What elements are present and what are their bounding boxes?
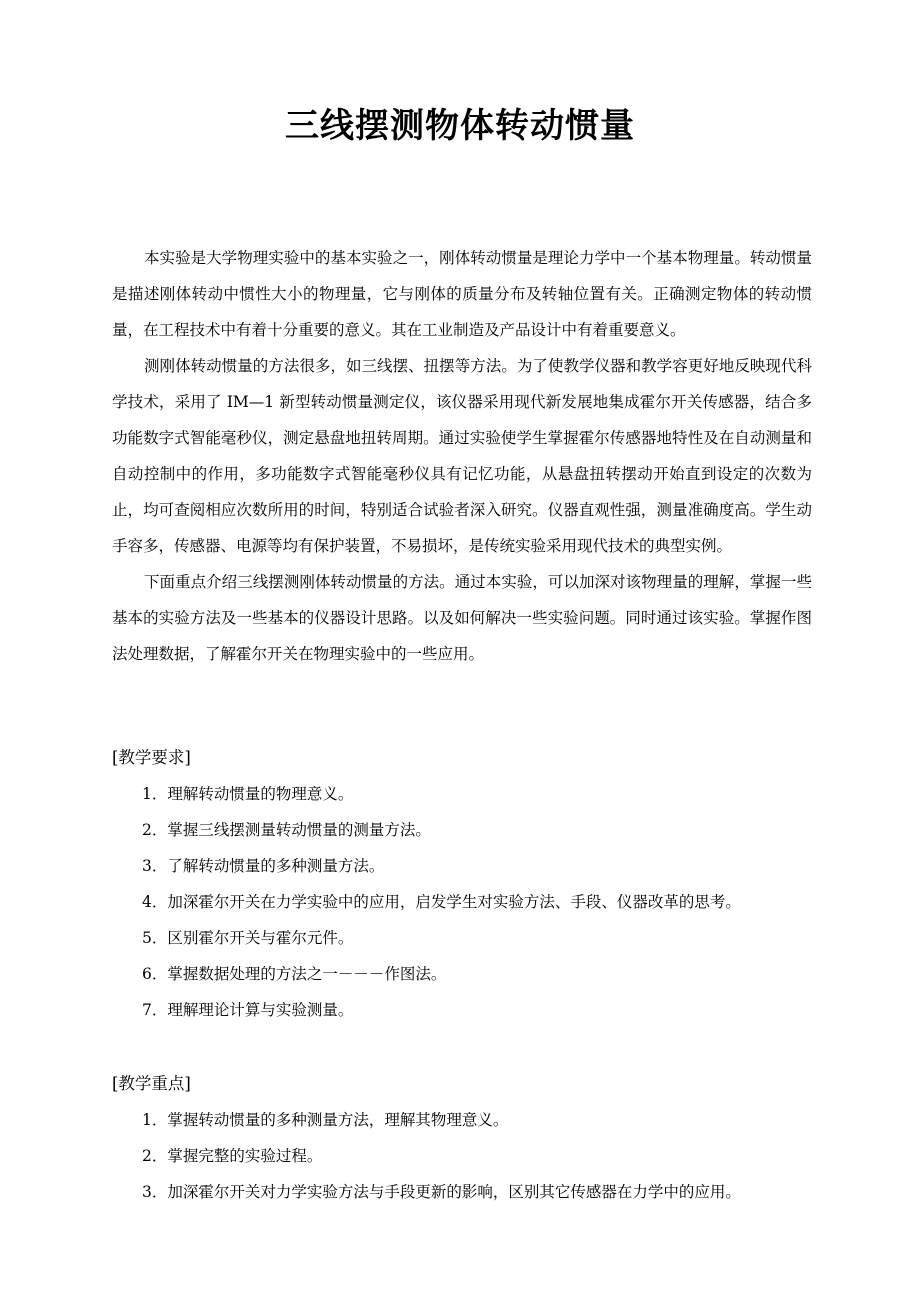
item-text: 掌握完整的实验过程。: [167, 1147, 323, 1165]
teaching-focus-heading: [教学重点]: [112, 1074, 191, 1093]
item-number: 2．: [142, 1147, 168, 1165]
intro-text: [112, 240, 812, 672]
teaching-requirements-heading: [教学要求]: [112, 748, 191, 767]
item-number: 2．: [142, 821, 168, 839]
item-number: 5．: [142, 929, 168, 947]
item-text: 掌握转动惯量的多种测量方法，理解其物理意义。: [167, 1111, 509, 1129]
list-item: [142, 1138, 812, 1174]
intro-paragraph-2: 测刚体转动惯量的方法很多，如三线摆、扭摆等方法。为了使教学仪器和教学容更好地反映现代科学技术，采用了 IM—1 新型转动惯量测定仪，该仪器采用现代新发展地集成霍尔开关传感器，结合多功能数字式智能毫秒仪，测定悬盘地扭转周期。通过实验使学生掌握霍尔传感器地特性及在自动测量和自动控制中的作用，多功能数字式智能毫秒仪具有记忆功能，从悬盘扭转摆动开始直到设定的次数为止，均可查阅相应次数所用的时间，特别适合试验者深入研究。仪器直观性强，测量准确度高。学生动手容多，传感器、电源等均有保护装置，不易损坏，是传统实验采用现代技术的典型实例。: [112, 357, 812, 555]
list-item: [142, 812, 812, 848]
teaching-focus-list: [112, 1102, 812, 1210]
item-number: 3．: [142, 1183, 168, 1201]
list-item: [142, 992, 812, 1028]
list-item: [142, 920, 812, 956]
item-text: 加深霍尔开关对力学实验方法与手段更新的影响，区别其它传感器在力学中的应用。: [167, 1183, 741, 1201]
item-number: 3．: [142, 857, 168, 875]
item-text: 加深霍尔开关在力学实验中的应用，启发学生对实验方法、手段、仪器改革的思考。: [167, 893, 741, 911]
intro-paragraph-3: 下面重点介绍三线摆测刚体转动惯量的方法。通过本实验，可以加深对该物理量的理解，掌握一些基本的实验方法及一些基本的仪器设计思路。以及如何解决一些实验问题。同时通过该实验。掌握作图法处理数据，了解霍尔开关在物理实验中的一些应用。: [112, 573, 812, 663]
item-number: 7．: [142, 1001, 168, 1019]
item-number: 1．: [142, 785, 168, 803]
item-text: 了解转动惯量的多种测量方法。: [167, 857, 385, 875]
list-item: [142, 848, 812, 884]
list-item: [142, 1102, 812, 1138]
list-item: [142, 956, 812, 992]
list-item: [142, 884, 812, 920]
teaching-requirements-section: [112, 740, 812, 1028]
item-text: 理解理论计算与实验测量。: [167, 1001, 354, 1019]
teaching-requirements-list: [112, 776, 812, 1028]
list-item: [142, 1174, 812, 1210]
item-number: 1．: [142, 1111, 168, 1129]
item-text: 区别霍尔开关与霍尔元件。: [167, 929, 354, 947]
item-text: 掌握三线摆测量转动惯量的测量方法。: [167, 821, 431, 839]
list-item: [142, 776, 812, 812]
item-number: 6．: [142, 965, 168, 983]
page-title: 三线摆测物体转动惯量: [285, 106, 635, 146]
item-number: 4．: [142, 893, 168, 911]
item-text: 理解转动惯量的物理意义。: [167, 785, 354, 803]
intro-paragraph-1: 本实验是大学物理实验中的基本实验之一，刚体转动惯量是理论力学中一个基本物理量。转动惯量是描述刚体转动中惯性大小的物理量，它与刚体的质量分布及转轴位置有关。正确测定物体的转动惯量，在工程技术中有着十分重要的意义。其在工业制造及产品设计中有着重要意义。: [112, 249, 812, 339]
teaching-focus-section: [112, 1066, 812, 1210]
item-text: 掌握数据处理的方法之一－－－作图法。: [167, 965, 447, 983]
